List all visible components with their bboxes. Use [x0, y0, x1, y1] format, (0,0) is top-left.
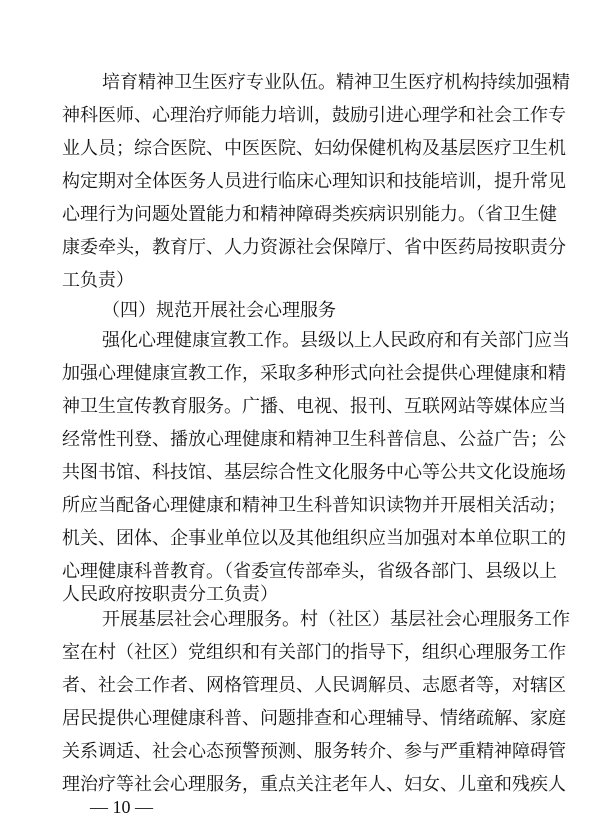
paragraph-2-line-3: 神卫生宣传教育服务。广播、电视、报刊、互联网站等媒体应当 [62, 396, 566, 417]
page-number: — 10 — [90, 797, 153, 817]
paragraph-2-line-9: 人民政府按职责分工负责） [62, 584, 278, 605]
paragraph-3-line-1: 开展基层社会心理服务。村（社区）基层社会心理服务工作 [102, 609, 570, 630]
paragraph-2-line-7: 机关、团体、企事业单位以及其他组织应当加强对本单位职工的 [62, 528, 566, 549]
paragraph-1-line-2: 神科医师、心理治疗师能力培训，鼓励引进心理学和社会工作专 [62, 105, 566, 126]
paragraph-2-line-2: 加强心理健康宣教工作，采取多种形式向社会提供心理健康和精 [62, 363, 566, 384]
paragraph-3-line-6: 理治疗等社会心理服务，重点关注老年人、妇女、儿童和残疾人 [62, 774, 566, 795]
paragraph-3-line-4: 居民提供心理健康科普、问题排查和心理辅导、情绪疏解、家庭 [62, 708, 566, 729]
paragraph-2-line-8: 心理健康科普教育。（省委宣传部牵头，省级各部门、县级以上 [62, 561, 557, 582]
paragraph-1-line-1: 培育精神卫生医疗专业队伍。精神卫生医疗机构持续加强精 [102, 72, 570, 93]
paragraph-2-line-4: 经常性刊登、播放心理健康和精神卫生科普信息、公益广告；公 [62, 429, 566, 450]
paragraph-3-line-5: 关系调适、社会心态预警预测、服务转介、参与严重精神障碍管 [62, 741, 566, 762]
paragraph-2-line-1: 强化心理健康宣教工作。县级以上人民政府和有关部门应当 [102, 330, 570, 351]
paragraph-3-line-2: 室在村（社区）党组织和有关部门的指导下，组织心理服务工作 [62, 642, 566, 663]
paragraph-1-line-4: 构定期对全体医务人员进行临床心理知识和技能培训，提升常见 [62, 171, 566, 192]
paragraph-3-line-3: 者、社会工作者、网格管理员、人民调解员、志愿者等，对辖区 [62, 675, 566, 696]
paragraph-1-line-5: 心理行为问题处置能力和精神障碍类疾病识别能力。（省卫生健 [62, 204, 557, 225]
section-heading: （四）规范开展社会心理服务 [102, 300, 336, 321]
paragraph-2-line-5: 共图书馆、科技馆、基层综合性文化服务中心等公共文化设施场 [62, 462, 566, 483]
paragraph-2-line-6: 所应当配备心理健康和精神卫生科普知识读物并开展相关活动； [62, 495, 566, 516]
paragraph-1-line-6: 康委牵头，教育厅、人力资源社会保障厅、省中医药局按职责分 [62, 237, 566, 258]
paragraph-1-line-7: 工负责） [62, 270, 134, 291]
paragraph-1-line-3: 业人员；综合医院、中医医院、妇幼保健机构及基层医疗卫生机 [62, 138, 566, 159]
